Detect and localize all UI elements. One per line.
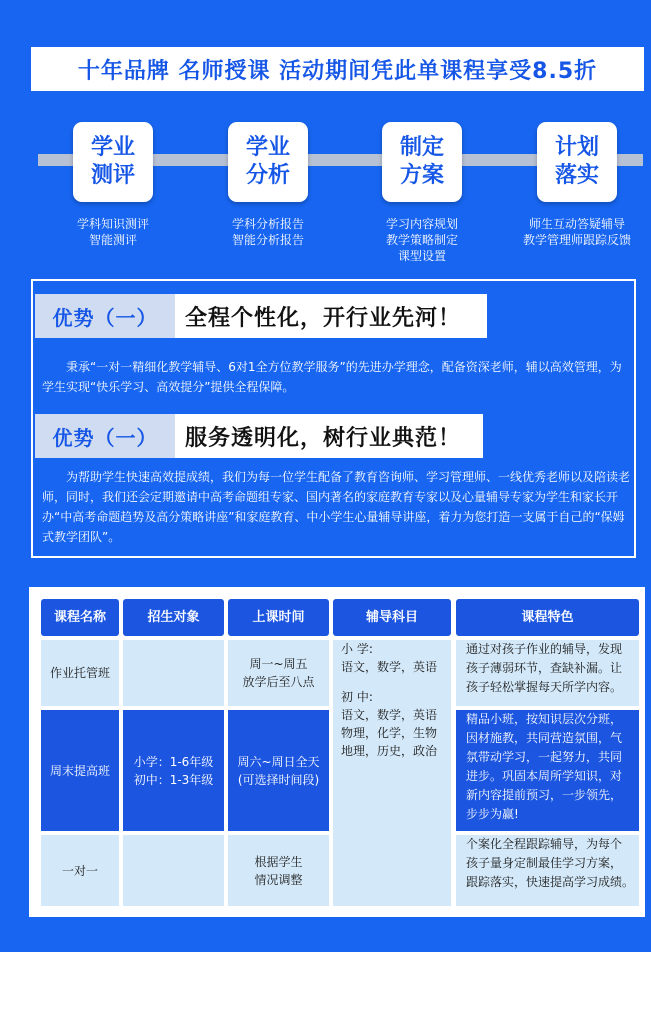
- row2-features: [456, 710, 639, 831]
- step-desc-line: 课型设置: [397, 249, 446, 263]
- step-desc-line: 师生互动答疑辅导: [528, 217, 625, 231]
- step-description-plan: [347, 216, 497, 264]
- step-desc-line: 教学策略制定: [385, 233, 458, 247]
- step-title-line1: 制定: [399, 135, 444, 160]
- advantage-label-1: 优势（一）: [35, 294, 175, 338]
- feature-line: 个案化全程跟踪辅导，为每个: [466, 837, 623, 851]
- advantage-title-2: 服务透明化，树行业典范！: [175, 414, 483, 458]
- step-card-implement: [537, 122, 617, 202]
- time-line: 情况调整: [254, 872, 303, 887]
- time-line: 根据学生: [254, 854, 303, 869]
- row2-target: [123, 710, 224, 831]
- step-desc-line: 智能分析报告: [231, 233, 304, 247]
- step-desc-line: 学科分析报告: [231, 217, 304, 231]
- time-line: (可选择时间段): [237, 772, 320, 787]
- feature-line: 孩子量身定制最佳学习方案，: [466, 856, 623, 870]
- step-title-line1: 学业: [245, 135, 290, 160]
- step-title-line2: 分析: [245, 163, 290, 188]
- step-desc-line: 智能测评: [88, 233, 137, 247]
- step-card-plan: [382, 122, 462, 202]
- step-desc-line: 学科知识测评: [76, 217, 149, 231]
- step-card-assessment: [73, 122, 153, 202]
- header-subjects: 辅导科目: [333, 599, 451, 636]
- feature-line: 孩子轻松掌握每天所学内容。: [466, 680, 623, 694]
- course-table: [29, 587, 645, 917]
- advantage-paragraph: 为帮助学生快速高效提成绩，我们为每一位学生配备了教育咨询师、学习管理师、一线优秀老师以及陪读老师，同时，我们还会定期邀请中高考命题组专家、国内著名的家庭教育专家以及心量辅导专家为学生和家长开办“中高考命题趋势及高分策略讲座”和家庭教育、中小学生心量辅导讲座，着力为您打造一支属于自己的“保姆式教学团队”。: [42, 470, 631, 544]
- step-title-line1: 学业: [90, 135, 135, 160]
- middle-subjects-line: 语文，数学，英语: [341, 708, 438, 722]
- row2-time: [228, 710, 329, 831]
- feature-line: 氛带动学习，一起努力，共同: [466, 750, 623, 764]
- step-desc-line: 学习内容规划: [385, 217, 458, 231]
- header-time: 上课时间: [228, 599, 329, 636]
- step-description-assessment: [38, 216, 188, 248]
- feature-line: 新内容提前预习，一步领先，: [466, 788, 623, 802]
- row2-course-name: 周末提高班: [41, 710, 119, 831]
- target-line: 小学：1-6年级: [133, 754, 214, 769]
- step-description-analysis: [193, 216, 343, 248]
- subjects-cell: [333, 640, 451, 906]
- feature-line: 跟踪落实，快速提高学习成绩。: [466, 875, 635, 889]
- row3-target: [123, 835, 224, 906]
- advantage-title-1: 全程个性化，开行业先河！: [175, 294, 487, 338]
- primary-subjects: 语文，数学，英语: [341, 660, 438, 674]
- middle-label: 初 中:: [341, 690, 373, 704]
- step-desc-line: 教学管理师跟踪反馈: [522, 233, 631, 247]
- feature-line: 进步。巩固本周所学知识，对: [466, 769, 623, 783]
- time-line: 周一~周五: [249, 657, 308, 671]
- header-features: 课程特色: [456, 599, 639, 636]
- step-title-line1: 计划: [554, 135, 599, 160]
- step-card-analysis: [228, 122, 308, 202]
- primary-label: 小 学:: [341, 642, 373, 656]
- feature-line: 精品小班，按知识层次分班，: [466, 712, 623, 726]
- feature-line: 孩子薄弱环节，查缺补漏。让: [466, 661, 623, 675]
- header-target: 招生对象: [123, 599, 224, 636]
- row1-target: [123, 640, 224, 706]
- target-line: 初中：1-3年级: [133, 772, 214, 787]
- row1-course-name: 作业托管班: [41, 640, 119, 706]
- row3-time: [228, 835, 329, 906]
- feature-line: 因材施教，共同营造氛围，气: [466, 731, 623, 745]
- middle-subjects-line: 地理，历史，政治: [341, 744, 438, 758]
- feature-line: 步步为赢!: [466, 807, 519, 821]
- advantage-text-1: [42, 357, 632, 397]
- middle-subjects-line: 物理，化学，生物: [341, 726, 438, 740]
- row1-features: [456, 640, 639, 706]
- advantage-text-2: [42, 467, 632, 547]
- advantage-label-2: 优势（一）: [35, 414, 175, 458]
- step-description-implement: [502, 216, 651, 248]
- step-title-line2: 测评: [90, 163, 135, 188]
- header-course-name: 课程名称: [41, 599, 119, 636]
- row1-time: [228, 640, 329, 706]
- row3-features: [456, 835, 639, 906]
- advantage-paragraph: 秉承“一对一精细化教学辅导、6对1全方位教学服务”的先进办学理念，配备资深老师，辅以高效管理，为学生实现“快乐学习、高效提分”提供全程保障。: [42, 360, 622, 394]
- time-line: 周六~周日全天: [237, 754, 320, 769]
- step-title-line2: 方案: [399, 163, 444, 188]
- step-title-line2: 落实: [554, 163, 599, 188]
- feature-line: 通过对孩子作业的辅导，发现: [466, 642, 623, 656]
- row3-course-name: 一对一: [41, 835, 119, 906]
- promo-banner: 十年品牌 名师授课 活动期间凭此单课程享受8.5折: [31, 47, 644, 91]
- time-line: 放学后至八点: [242, 675, 315, 689]
